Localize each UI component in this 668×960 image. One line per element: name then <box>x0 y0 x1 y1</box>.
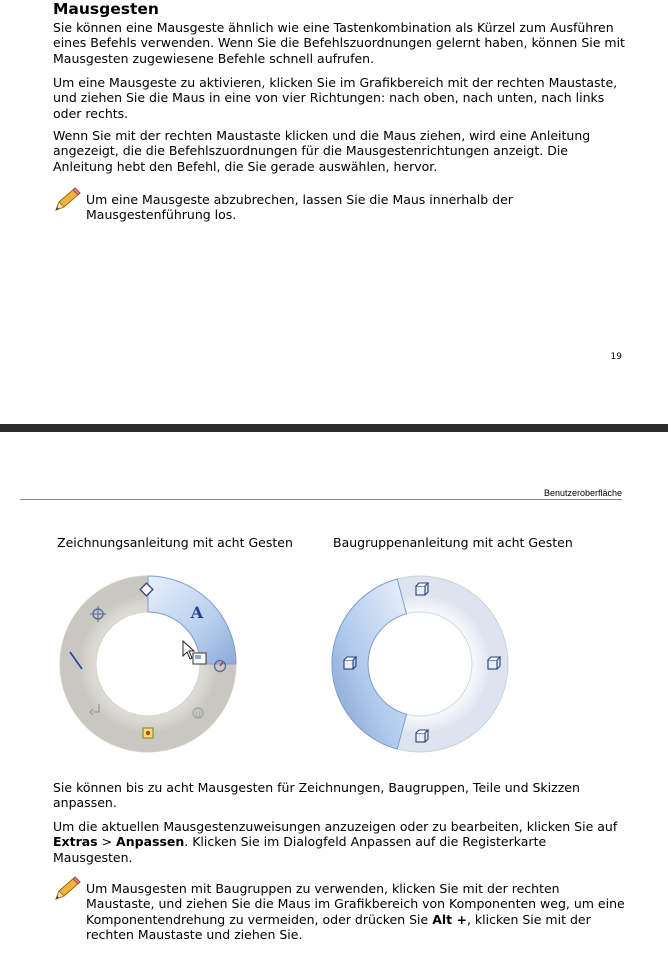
running-header: Benutzeroberfläche <box>543 488 622 498</box>
page-number: 19 <box>610 352 622 362</box>
paragraph-3: Wenn Sie mit der rechten Maustaste klicken und die Maus ziehen, wird eine Anleitung angezeigt, die die Befehlszuordnungen für die Mausgestenrichtungen anzeigt. Die Anleitung hebt den Befehl, die Sie gerade auswählen, hervor. <box>53 128 591 174</box>
drawing-gesture-ring <box>56 572 240 756</box>
section-title: Mausgesten <box>53 0 159 18</box>
note-text: Um eine Mausgeste abzubrechen, lassen Sie die Maus innerhalb der Mausgestenführung los. <box>86 192 513 223</box>
balloon-icon <box>143 728 153 738</box>
note-assembly-gestures: Um Mausgesten mit Baugruppen zu verwenden, klicken Sie mit der rechten Maustaste, und ziehen Sie die Maus im Grafikbereich von Komponenten weg, um eine Komponentendrehung zu vermeiden, oder drücken Sie Alt +, klicken Sie mit der rechten Maustaste und ziehen Sie. <box>86 881 625 942</box>
pencil-icon <box>53 875 83 901</box>
page-divider <box>0 424 668 432</box>
svg-text:Ü: Ü <box>195 710 201 719</box>
note-annotation-icon: A <box>190 603 204 622</box>
page-19 <box>0 0 668 424</box>
caption-drawing-guide: Zeichnungsanleitung mit acht Gesten <box>57 535 293 550</box>
assembly-gesture-ring <box>328 572 512 756</box>
menu-extras: Extras <box>53 834 98 850</box>
page-20 <box>0 432 668 960</box>
highlighted-gesture-segment <box>332 579 407 749</box>
key-alt: Alt + <box>432 911 467 927</box>
paragraph-tools-customize: Um die aktuellen Mausgestenzuweisungen anzuzeigen oder zu bearbeiten, klicken Sie auf Extras > Anpassen. Klicken Sie im Dialogfeld Anpassen auf die Registerkarte Mausgesten. <box>53 819 618 865</box>
pencil-icon <box>53 186 83 212</box>
menu-anpassen: Anpassen <box>116 834 185 850</box>
paragraph-customize: Sie können bis zu acht Mausgesten für Zeichnungen, Baugruppen, Teile und Skizzen anpassen. <box>53 780 580 811</box>
caption-assembly-guide: Baugruppenanleitung mit acht Gesten <box>333 535 573 550</box>
paragraph-1: Sie können eine Mausgeste ähnlich wie eine Tastenkombination als Kürzel zum Ausführen eines Befehls verwenden. Wenn Sie die Befehlszuordnungen gelernt haben, können Sie mit Mausgesten zugewiesene Befehle schnell aufrufen. <box>53 20 625 66</box>
header-rule <box>20 499 622 500</box>
paragraph-2: Um eine Mausgeste zu aktivieren, klicken Sie im Grafikbereich mit der rechten Maustaste, und ziehen Sie die Maus in eine von vier Richtungen: nach oben, nach unten, nach links oder rechts. <box>53 75 618 121</box>
